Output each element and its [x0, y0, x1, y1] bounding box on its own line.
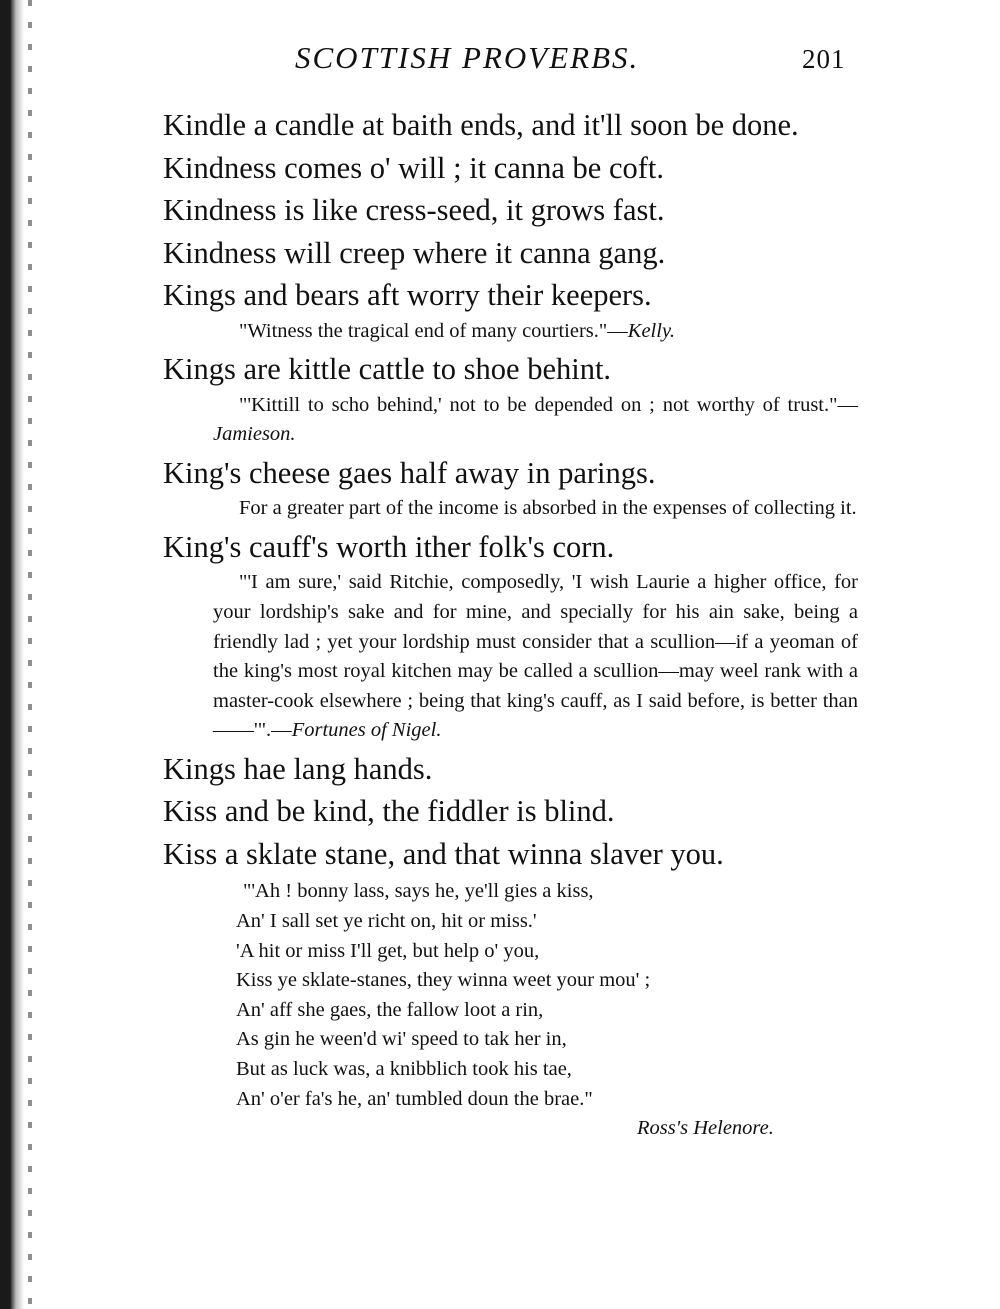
proverb-entry: Kings are kittle cattle to shoe behint. [163, 352, 612, 387]
verse-line: 'A hit or miss I'll get, but help o' you, [236, 939, 540, 962]
note-source: Jamieson. [213, 423, 296, 446]
verse-line: An' I sall set ye richt on, hit or miss.' [236, 910, 537, 933]
proverb-entry: Kiss and be kind, the fiddler is blind. [163, 794, 615, 829]
page-gutter-shadow [0, 0, 38, 1309]
note-text: "'Kittill to scho behind,' not to be depended on ; not worthy of trust."— [239, 393, 858, 416]
proverb-entry: King's cauff's worth ither folk's corn. [163, 529, 615, 564]
proverb-entry: Kindle a candle at baith ends, and it'll soon be done. [163, 108, 799, 142]
page-gutter-edge [28, 0, 32, 1309]
page-number: 201 [802, 44, 846, 74]
proverb-list [163, 104, 858, 1144]
proverb-entry: Kings and bears aft worry their keepers. [163, 278, 652, 312]
note-text: For a greater part of the income is absorbed in the expenses of collecting it. [239, 497, 857, 520]
proverb-entry: Kindness is like cress-seed, it grows fast. [163, 193, 665, 227]
proverb-note [213, 317, 858, 347]
verse-line: As gin he ween'd wi' speed to tak her in, [236, 1028, 567, 1051]
proverb-note [213, 391, 858, 450]
note-source: Kelly. [627, 319, 676, 342]
running-title: SCOTTISH PROVERBS. [295, 40, 640, 75]
verse-source: Ross's Helenore. [637, 1117, 774, 1140]
proverb-entry: Kindness comes o' will ; it canna be coft. [163, 150, 665, 185]
proverb-note [213, 494, 858, 524]
proverb-entry: Kings hae lang hands. [163, 751, 433, 786]
note-text: "Witness the tragical end of many courtiers."— [239, 319, 628, 342]
verse-line: An' aff she gaes, the fallow loot a rin, [236, 998, 544, 1021]
verse-quotation [236, 877, 858, 1114]
note-source: Fortunes of Nigel. [291, 719, 442, 742]
proverb-entry: Kindness will creep where it canna gang. [163, 235, 666, 270]
verse-line: But as luck was, a knibblich took his tae, [236, 1058, 572, 1080]
verse-line: An' o'er fa's he, an' tumbled doun the brae." [236, 1087, 593, 1110]
proverb-entry: Kiss a sklate stane, and that winna slaver you. [163, 836, 724, 871]
note-text: "'I am sure,' said Ritchie, composedly, 'I wish Laurie a higher office, for your lordship's sake and for mine, and specially for his ain sake, being a friendly lad ; yet your lordship must consider that a scullion—if a yeoman of the king's most royal kitchen may be called a scullion—may weel rank with a master-cook elsewhere ; being that king's cauff, as I said before, is better than ——'".— [213, 571, 858, 742]
verse-line: "'Ah ! bonny lass, says he, ye'll gies a kiss, [243, 880, 594, 903]
verse-line: Kiss ye sklate-stanes, they winna weet your mou' ; [236, 969, 651, 992]
proverb-note [213, 568, 858, 746]
proverb-entry: King's cheese gaes half away in parings. [163, 455, 656, 490]
